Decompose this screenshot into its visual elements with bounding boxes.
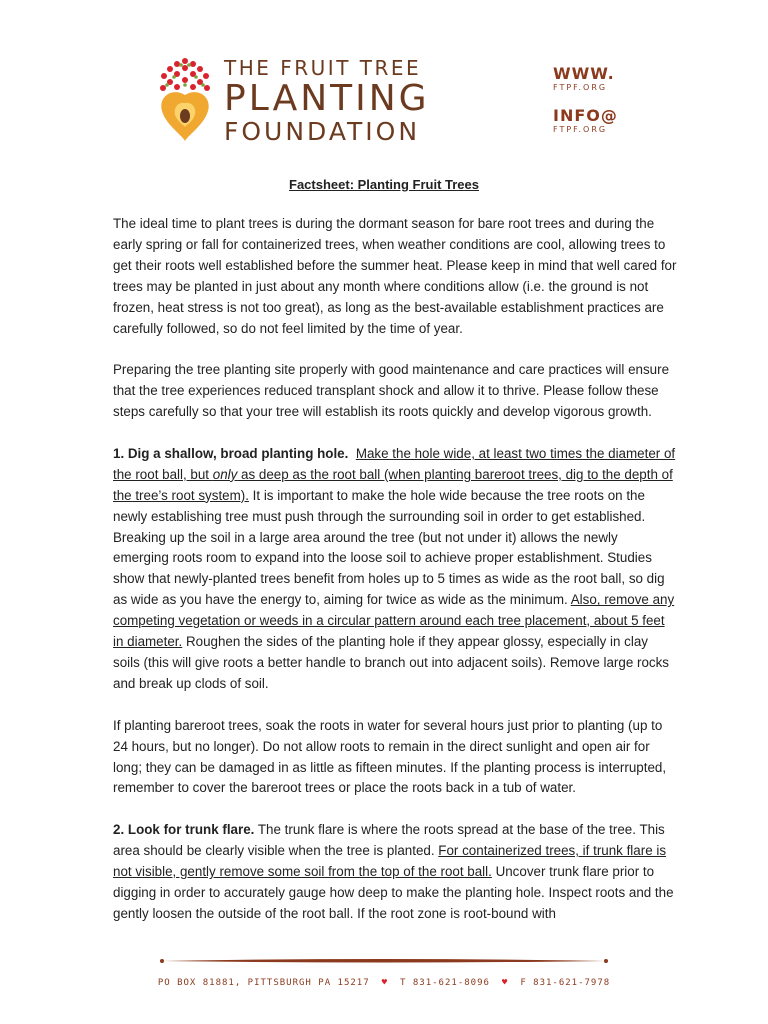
bareroot-paragraph: If planting bareroot trees, soak the roots in water for several hours just prior to planting (up to 24 hours, but no longer). Do not allow roots to remain in the direct sunlight and open air for long; they can be damaged in as little as fifteen minutes. If the planting process is interrupted, remember to cover the bareroot trees or place the roots back in a tub of water. xyxy=(113,717,667,796)
website-domain: FTPF.ORG xyxy=(553,83,608,92)
step-1-paragraph xyxy=(113,444,677,695)
document-body xyxy=(113,214,677,946)
step-1-underlined-vegetation: Also, remove any competing vegetation or weeds in a circular pattern around each tree placement, about 5 feet in diameter. xyxy=(113,592,675,650)
footer-address: PO BOX 81881, PITTSBURGH PA 15217 xyxy=(157,978,370,988)
logo-line-1: THE FRUIT TREE xyxy=(224,56,422,80)
step-2-paragraph xyxy=(113,820,677,925)
website-block[interactable] xyxy=(553,64,615,92)
email-block[interactable] xyxy=(553,106,618,134)
step-1-heading: 1. Dig a shallow, broad planting hole. xyxy=(113,445,349,461)
foundation-wordmark xyxy=(224,58,430,144)
logo-line-3: FOUNDATION xyxy=(224,117,421,146)
email-domain: FTPF.ORG xyxy=(553,125,608,134)
site-preparation-paragraph: Preparing the tree planting site properly with good maintenance and care practices will ensure that the tree experiences reduced transplant shock and allow it to thrive. Please follow these steps carefully so that your tree will establish its roots quickly and develop vigorous growth. xyxy=(113,362,670,420)
footer-phone: T 831-621-8096 xyxy=(400,978,490,988)
footer-contact xyxy=(0,978,768,988)
step-1-text-a: It is important to make the hole wide because the tree roots on the newly establishing tree must push through the surrounding soil in order to get established. Breaking up the soil in a large area around the tree (but not under it) allows the newly emerging roots room to expand into the loose soil to achieve proper establishment. Studies show that newly-planted trees benefit from holes up to 5 times as wide as the root ball, so dig as wide as you have the energy to, aiming for twice as wide as the minimum. xyxy=(113,487,665,608)
intro-paragraph: The ideal time to plant trees is during the dormant season for bare root trees and during the early spring or fall for containerized trees, when weather conditions are cool, allowing trees to get their roots well established before the summer heat. Please keep in mind that well cared for trees may be planted in just about any month where conditions allow (i.e. the ground is not frozen, heat stress is not too great), as long as the best-available establishment practices are carefully followed, so do not feel limited by the time of year. xyxy=(113,216,677,336)
step-2-text-a: The trunk flare is where the roots spread at the base of the tree. This area should be clearly visible when the tree is planted. xyxy=(113,822,665,859)
step-1-underlined-c: as deep as the root ball (when planting bareroot trees, dig to the depth of the tree’s root system). xyxy=(113,466,673,503)
step-1-underlined-emphasis: only xyxy=(212,466,238,482)
fruit-tree-heart-logo-icon xyxy=(158,55,212,143)
step-2-heading: 2. Look for trunk flare. xyxy=(113,822,255,838)
document-title: Factsheet: Planting Fruit Trees xyxy=(289,177,479,192)
footer-fax: F 831-621-7978 xyxy=(520,978,611,988)
heart-icon: ♥ xyxy=(381,978,389,988)
step-2-underlined: For containerized trees, if trunk flare is not visible, gently remove some soil from the top of the root ball. xyxy=(113,843,667,880)
email-prefix: INFO@ xyxy=(553,106,618,125)
step-1-text-b: Roughen the sides of the planting hole if they appear glossy, especially in clay soils (this will give roots a better handle to branch out into adjacent soils). Remove large rocks and break up clods of soil. xyxy=(113,634,669,691)
step-1-underlined-a: Make the hole wide, at least two times the diameter of the root ball, but xyxy=(113,445,676,482)
logo-line-2: PLANTING xyxy=(224,78,430,119)
letterhead xyxy=(0,0,768,160)
heart-icon: ♥ xyxy=(501,978,509,988)
step-2-text-b: Uncover trunk flare prior to digging in order to accurately gauge how deep to make the planting hole. Inspect roots and the gently loosen the outside of the root ball. If the root zone is root-bound with xyxy=(113,864,674,921)
footer-divider xyxy=(160,956,608,966)
website-prefix: WWW. xyxy=(553,64,615,83)
